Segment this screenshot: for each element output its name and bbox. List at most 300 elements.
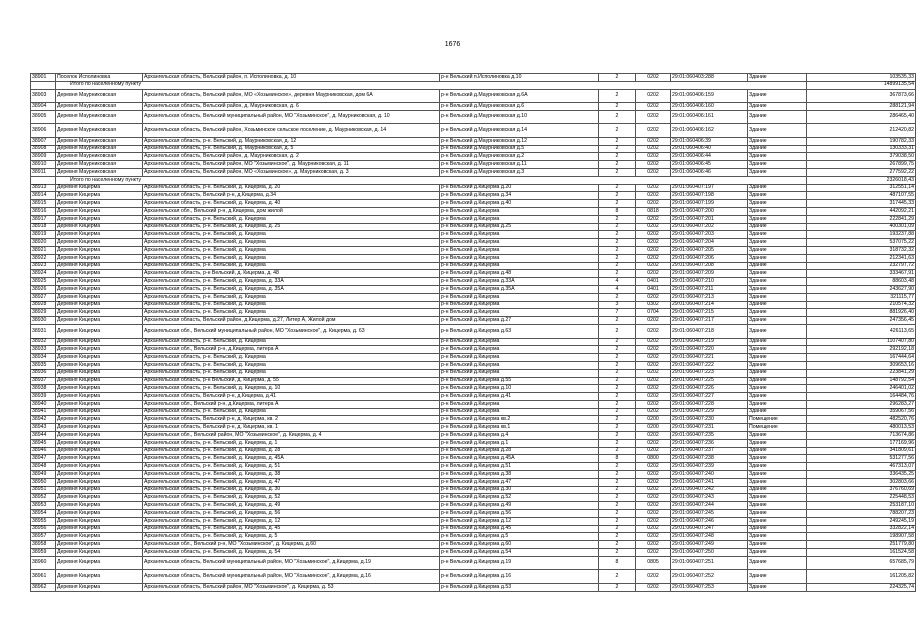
cell-type: Здание bbox=[748, 89, 807, 103]
cell-settlement: Деревня Кицерма bbox=[56, 286, 143, 294]
table-row bbox=[31, 325, 916, 339]
cell-cadastral: 29:01:060406:161 bbox=[671, 110, 748, 124]
cell-group: 2 bbox=[599, 570, 636, 584]
cell-group: 2 bbox=[599, 270, 636, 278]
cell-type: Здание bbox=[748, 408, 807, 416]
cell-short-address: р-н Вельский д.Кицерма bbox=[440, 338, 599, 346]
table-row bbox=[31, 301, 916, 309]
table-row bbox=[31, 463, 916, 471]
cell-value: 232797,72 bbox=[807, 262, 916, 270]
cell-value: 379038,50 bbox=[807, 153, 916, 161]
cell-id: 38952 bbox=[31, 494, 56, 502]
cell-value: 321115,77 bbox=[807, 293, 916, 301]
cell-address: Архангельская область, р-н. Вельский, д. Маурниковская, д. 12 bbox=[143, 137, 440, 145]
cell-cadastral: 29:01:060407:205 bbox=[671, 247, 748, 255]
cell-code: 0202 bbox=[636, 517, 671, 525]
cell-cadastral: 29:01:060407:214 bbox=[671, 301, 748, 309]
cell-type: Здание bbox=[748, 110, 807, 124]
cell-address: Архангельская область, Вельский муниципальный район, МО "Хозьминское", д.Кицерма, д.19 bbox=[143, 556, 440, 570]
cell-value: 193237,88 bbox=[807, 231, 916, 239]
cell-address: Архангельская область, р-н. Вельский, д. Кицерма, д. 51 bbox=[143, 463, 440, 471]
cell-group: 2 bbox=[599, 200, 636, 208]
cell-value: 1107407,80 bbox=[807, 338, 916, 346]
cell-settlement: Деревня Кицерма bbox=[56, 346, 143, 354]
cell-id: 38955 bbox=[31, 517, 56, 525]
cell-type: Здание bbox=[748, 74, 807, 82]
cell-id: 38937 bbox=[31, 377, 56, 385]
table-row bbox=[31, 494, 916, 502]
cell-type: Здание bbox=[748, 541, 807, 549]
cell-group: 2 bbox=[599, 432, 636, 440]
table-row bbox=[31, 161, 916, 169]
cell-id: 38918 bbox=[31, 223, 56, 231]
cell-short-address: р-н Вельский д.Кицерма bbox=[440, 208, 599, 216]
cell-address: Архангельская область, Вельский р-н, д.Кицерма, д.41 bbox=[143, 393, 440, 401]
cell-cadastral: 29:01:060407:253 bbox=[671, 583, 748, 591]
cell-value: 713674,86 bbox=[807, 432, 916, 440]
cell-group: 2 bbox=[599, 317, 636, 325]
cell-code: 0202 bbox=[636, 369, 671, 377]
subtotal-value: 14899135,54 bbox=[807, 81, 916, 89]
cell-short-address: р-н Вельский д.Кицерма д.25 bbox=[440, 223, 599, 231]
cell-type: Здание bbox=[748, 223, 807, 231]
cell-code: 0202 bbox=[636, 478, 671, 486]
cell-id: 38908 bbox=[31, 145, 56, 153]
cell-short-address: р-н Вельский д.Кицерма кв.2 bbox=[440, 416, 599, 424]
cell-group: 2 bbox=[599, 525, 636, 533]
cell-cadastral: 29:01:060407:208 bbox=[671, 262, 748, 270]
cell-value: 487107,55 bbox=[807, 192, 916, 200]
table-row bbox=[31, 223, 916, 231]
cell-short-address: р-н Вельский д.Кицерма д.45 bbox=[440, 525, 599, 533]
cell-short-address: р-н Вельский д.Кицерма bbox=[440, 369, 599, 377]
table-row bbox=[31, 408, 916, 416]
cell-type: Здание bbox=[748, 533, 807, 541]
cell-code: 0302 bbox=[636, 301, 671, 309]
cell-cadastral: 29:01:060407:225 bbox=[671, 377, 748, 385]
cell-id: 38943 bbox=[31, 424, 56, 432]
cell-short-address: р-н Вельский д.Кицерма bbox=[440, 254, 599, 262]
subtotal-label: Итого по населенному пункту bbox=[56, 81, 807, 89]
cell-value: 212420,82 bbox=[807, 124, 916, 138]
table-row bbox=[31, 145, 916, 153]
cell-value: 210574,32 bbox=[807, 301, 916, 309]
cell-group: 2 bbox=[599, 254, 636, 262]
cell-short-address: р-н Вельский д.Кицерма bbox=[440, 247, 599, 255]
table-row bbox=[31, 478, 916, 486]
cell-type: Здание bbox=[748, 556, 807, 570]
cell-address: Архангельская область, р-н Вельский, д. Кицерма, д. 48 bbox=[143, 270, 440, 278]
cell-code: 0202 bbox=[636, 346, 671, 354]
cell-code: 0202 bbox=[636, 110, 671, 124]
cell-id bbox=[31, 176, 56, 184]
cell-id: 38954 bbox=[31, 510, 56, 518]
cell-type: Здание bbox=[748, 247, 807, 255]
cell-value: 247356,45 bbox=[807, 317, 916, 325]
cell-code: 0202 bbox=[636, 293, 671, 301]
cell-short-address: р-н Вельский д.Маурниковская д.3 bbox=[440, 169, 599, 177]
cell-id: 38901 bbox=[31, 74, 56, 82]
cell-short-address: р-н Вельский д.Кицерма д.40 bbox=[440, 200, 599, 208]
cell-type: Здание bbox=[748, 549, 807, 557]
cell-code: 0202 bbox=[636, 447, 671, 455]
cell-cadastral: 29:01:060407:204 bbox=[671, 239, 748, 247]
cell-cadastral: 29:01:060407:248 bbox=[671, 533, 748, 541]
table-row bbox=[31, 583, 916, 591]
cell-address: Архангельская область, р-н. Вельский, д. Кицерма, д. 54 bbox=[143, 549, 440, 557]
cell-short-address: р-н Вельский д.Кицерма д.27 bbox=[440, 317, 599, 325]
table-row bbox=[31, 541, 916, 549]
cell-group: 2 bbox=[599, 361, 636, 369]
cell-address: Архангельская область, Вельский район, п. Исполиновка, д. 10 bbox=[143, 74, 440, 82]
cell-cadastral: 29:01:060407:238 bbox=[671, 455, 748, 463]
cell-id: 38913 bbox=[31, 184, 56, 192]
cell-short-address: р-н Вельский д.Кицерма bbox=[440, 262, 599, 270]
cell-cadastral: 29:01:060407:252 bbox=[671, 570, 748, 584]
cell-type: Здание bbox=[748, 145, 807, 153]
subtotal-row bbox=[31, 81, 916, 89]
cell-type: Здание bbox=[748, 184, 807, 192]
cell-id: 38935 bbox=[31, 361, 56, 369]
cell-settlement: Деревня Маурниковская bbox=[56, 89, 143, 103]
cell-group: 2 bbox=[599, 110, 636, 124]
cell-type: Здание bbox=[748, 570, 807, 584]
cell-id: 38919 bbox=[31, 231, 56, 239]
cell-code: 0202 bbox=[636, 200, 671, 208]
cell-group: 2 bbox=[599, 215, 636, 223]
cell-code: 0202 bbox=[636, 583, 671, 591]
cell-address: Архангельская область, р-н. Вельский, д. Кицерма, д. 35А bbox=[143, 286, 440, 294]
cell-short-address: р-н Вельский д.Кицерма д.55 bbox=[440, 377, 599, 385]
cell-address: Архангельская область, Вельский район, МО «Хозьминское», д. Маурниковская, д. 3 bbox=[143, 169, 440, 177]
table-row bbox=[31, 208, 916, 216]
cell-value: 148792,54 bbox=[807, 377, 916, 385]
cell-settlement: Деревня Кицерма bbox=[56, 455, 143, 463]
table-row bbox=[31, 393, 916, 401]
cell-type: Здание bbox=[748, 447, 807, 455]
cell-settlement: Деревня Кицерма bbox=[56, 494, 143, 502]
cell-settlement: Деревня Кицерма bbox=[56, 549, 143, 557]
cell-value: 442092,21 bbox=[807, 208, 916, 216]
cell-settlement: Деревня Кицерма bbox=[56, 192, 143, 200]
cell-code: 0202 bbox=[636, 223, 671, 231]
cell-id: 38940 bbox=[31, 400, 56, 408]
cell-type: Здание bbox=[748, 215, 807, 223]
cell-value: 537075,22 bbox=[807, 239, 916, 247]
cell-group: 2 bbox=[599, 471, 636, 479]
cell-short-address: р-н Вельский д.Кицерма д.28 bbox=[440, 447, 599, 455]
cell-short-address: р-н Вельский д.Кицерма д.54 bbox=[440, 549, 599, 557]
cell-type: Здание bbox=[748, 301, 807, 309]
cell-address: Архангельская область, р-н. Вельский, д. Кицерма bbox=[143, 361, 440, 369]
cell-address: Архангельская область, Вельский р-н, д. Кицерма, кв. 1 bbox=[143, 424, 440, 432]
cell-value: 277592,22 bbox=[807, 169, 916, 177]
table-row bbox=[31, 286, 916, 294]
cell-settlement: Деревня Кицерма bbox=[56, 541, 143, 549]
cell-address: Архангельская область, р-н. Вельский, д. Кицерма, д. 49 bbox=[143, 502, 440, 510]
cell-value: 482520,76 bbox=[807, 416, 916, 424]
cell-cadastral: 29:01:060406:162 bbox=[671, 124, 748, 138]
cell-short-address: р-н Вельский д.Кицерма д.10 bbox=[440, 385, 599, 393]
cell-cadastral: 29:01:060406:160 bbox=[671, 103, 748, 111]
cell-group: 2 bbox=[599, 103, 636, 111]
table-row bbox=[31, 385, 916, 393]
cell-group: 2 bbox=[599, 346, 636, 354]
cell-settlement: Деревня Кицерма bbox=[56, 247, 143, 255]
cell-settlement: Деревня Кицерма bbox=[56, 223, 143, 231]
cell-short-address: р-н Вельский п.Исполиновка д.10 bbox=[440, 74, 599, 82]
cell-short-address: р-н Вельский д.Кицерма д.49 bbox=[440, 502, 599, 510]
cell-short-address: р-н Вельский д.Кицерма bbox=[440, 400, 599, 408]
cell-value: 302803,66 bbox=[807, 478, 916, 486]
cell-cadastral: 29:01:060407:239 bbox=[671, 463, 748, 471]
cell-cadastral: 29:01:060406:159 bbox=[671, 89, 748, 103]
cell-id: 38950 bbox=[31, 478, 56, 486]
cell-address: Архангельская область, р-н. Вельский, д. Кицерма, д. 47 bbox=[143, 478, 440, 486]
cell-value: 103535,33 bbox=[807, 74, 916, 82]
table-row bbox=[31, 110, 916, 124]
cell-id: 38907 bbox=[31, 137, 56, 145]
cell-group: 2 bbox=[599, 385, 636, 393]
cell-value: 317445,33 bbox=[807, 200, 916, 208]
cell-code: 0202 bbox=[636, 463, 671, 471]
cell-id: 38949 bbox=[31, 471, 56, 479]
cell-type: Здание bbox=[748, 400, 807, 408]
cell-short-address: р-н Вельский д.Кицерма д.41 bbox=[440, 393, 599, 401]
cell-address: Архангельская область, р-н. Вельский, д. Кицерма bbox=[143, 354, 440, 362]
cell-value: 657685,79 bbox=[807, 556, 916, 570]
cell-code: 0202 bbox=[636, 137, 671, 145]
cell-type: Здание bbox=[748, 338, 807, 346]
cell-code: 0202 bbox=[636, 169, 671, 177]
cell-value: 190782,33 bbox=[807, 137, 916, 145]
cell-id: 38959 bbox=[31, 549, 56, 557]
cell-id: 38924 bbox=[31, 270, 56, 278]
cell-short-address: р-н Вельский д.Кицерма bbox=[440, 408, 599, 416]
cell-id: 38909 bbox=[31, 153, 56, 161]
cell-group: 2 bbox=[599, 408, 636, 416]
cell-address: Архангельская область, Вельский р-н, д.Кицерма, д.34 bbox=[143, 192, 440, 200]
cell-code: 0202 bbox=[636, 408, 671, 416]
cell-address: Архангельская область, р-н. Вельский, д. Кицерма, д. 10 bbox=[143, 385, 440, 393]
cell-group: 4 bbox=[599, 278, 636, 286]
cell-group: 2 bbox=[599, 231, 636, 239]
cell-address: Архангельская область, р-н. Вельский, д. Кицерма bbox=[143, 408, 440, 416]
cell-id: 38932 bbox=[31, 338, 56, 346]
cell-group: 2 bbox=[599, 400, 636, 408]
cell-address: Архангельская обл., Вельский р-н, МО "Хозьминское", д. Кицерма, д.60 bbox=[143, 541, 440, 549]
cell-cadastral: 29:01:060407:223 bbox=[671, 369, 748, 377]
cell-code: 0202 bbox=[636, 502, 671, 510]
cell-group: 2 bbox=[599, 369, 636, 377]
cell-cadastral: 29:01:060407:217 bbox=[671, 317, 748, 325]
cell-id: 38938 bbox=[31, 385, 56, 393]
cell-address: Архангельская область, Вельский район, Хозьминское сельское поселение, д. Маурниковская, д. 14 bbox=[143, 124, 440, 138]
cell-cadastral: 29:01:060407:202 bbox=[671, 223, 748, 231]
cell-value: 318732,32 bbox=[807, 247, 916, 255]
cell-code: 0202 bbox=[636, 510, 671, 518]
table-row bbox=[31, 103, 916, 111]
cell-id: 38904 bbox=[31, 103, 56, 111]
cell-value: 212341,63 bbox=[807, 254, 916, 262]
cell-address: Архангельская область, р-н. Вельский, д. Кицерма bbox=[143, 301, 440, 309]
table-row bbox=[31, 533, 916, 541]
cell-cadastral: 29:01:060407:220 bbox=[671, 346, 748, 354]
cell-group: 2 bbox=[599, 354, 636, 362]
cell-code: 0202 bbox=[636, 124, 671, 138]
cell-short-address: р-н Вельский д.Кицерма д.47 bbox=[440, 478, 599, 486]
cell-code: 0202 bbox=[636, 161, 671, 169]
cell-settlement: Деревня Кицерма bbox=[56, 471, 143, 479]
cell-short-address: р-н Вельский д.Кицерма д.48 bbox=[440, 270, 599, 278]
cell-cadastral: 29:01:060407:227 bbox=[671, 393, 748, 401]
cell-value: 243627,90 bbox=[807, 286, 916, 294]
cell-address: Архангельская область, р-н. Вельский, д. Кицерма bbox=[143, 293, 440, 301]
cell-type: Здание bbox=[748, 169, 807, 177]
cell-code: 0704 bbox=[636, 309, 671, 317]
cell-group: 2 bbox=[599, 533, 636, 541]
table-row bbox=[31, 549, 916, 557]
cell-short-address: р-н Вельский д.Кицерма bbox=[440, 309, 599, 317]
page-number: 1676 bbox=[444, 41, 461, 48]
cell-address: Архангельская обл., Вельский р-н, д.Кицерма, дом жилой bbox=[143, 208, 440, 216]
cell-id: 38951 bbox=[31, 486, 56, 494]
table-row bbox=[31, 369, 916, 377]
cell-settlement: Деревня Кицерма bbox=[56, 570, 143, 584]
cell-cadastral: 29:01:060407:219 bbox=[671, 338, 748, 346]
cell-value: 480013,53 bbox=[807, 424, 916, 432]
cell-type: Здание bbox=[748, 439, 807, 447]
cell-id: 38942 bbox=[31, 416, 56, 424]
cell-settlement: Деревня Кицерма bbox=[56, 510, 143, 518]
cell-address: Архангельская область, Вельский район, МО "Хозьминское", д. Маурниковская, д. 11 bbox=[143, 161, 440, 169]
cell-settlement: Деревня Кицерма bbox=[56, 184, 143, 192]
cell-settlement: Деревня Кицерма bbox=[56, 525, 143, 533]
cell-address: Архангельская область, р-н. Вельский, д. Кицерма, д. 40 bbox=[143, 200, 440, 208]
cell-id: 38961 bbox=[31, 570, 56, 584]
cell-cadastral: 29:01:060407:230 bbox=[671, 416, 748, 424]
cell-address: Архангельская область, Вельский р-н, д. Кицерма, кв. 2 bbox=[143, 416, 440, 424]
cell-address: Архангельская область, р-н. Вельский, д. Кицерма, д. 28 bbox=[143, 447, 440, 455]
cell-address: Архангельская область, Вельский район, МО "Хозьминское", д. Кицерма, д. 53 bbox=[143, 583, 440, 591]
cell-group: 2 bbox=[599, 293, 636, 301]
cell-address: Архангельская область, р-н. Вельский, д. Кицерма bbox=[143, 239, 440, 247]
cell-value: 130333,31 bbox=[807, 145, 916, 153]
cell-settlement: Деревня Кицерма bbox=[56, 208, 143, 216]
cell-cadastral: 29:01:060407:250 bbox=[671, 549, 748, 557]
subtotal-label: Итого по населенному пункту bbox=[56, 176, 807, 184]
cell-group: 2 bbox=[599, 161, 636, 169]
cell-short-address: р-н Вельский д.Кицерма кв.1 bbox=[440, 424, 599, 432]
table-row bbox=[31, 432, 916, 440]
cell-code: 0202 bbox=[636, 400, 671, 408]
cell-code: 0202 bbox=[636, 525, 671, 533]
cell-cadastral: 29:01:060407:242 bbox=[671, 486, 748, 494]
cell-id: 38934 bbox=[31, 354, 56, 362]
cell-short-address: р-н Вельский д.Кицерма д.45А bbox=[440, 455, 599, 463]
cell-type: Здание bbox=[748, 317, 807, 325]
cell-code: 0202 bbox=[636, 393, 671, 401]
table-row bbox=[31, 124, 916, 138]
cell-code: 0202 bbox=[636, 184, 671, 192]
table-row bbox=[31, 293, 916, 301]
cell-cadastral: 29:01:060407:198 bbox=[671, 192, 748, 200]
cell-settlement: Деревня Кицерма bbox=[56, 361, 143, 369]
cell-code: 0200 bbox=[636, 416, 671, 424]
cell-code: 0202 bbox=[636, 377, 671, 385]
cell-code: 0202 bbox=[636, 239, 671, 247]
cell-cadastral: 29:01:060407:226 bbox=[671, 385, 748, 393]
cell-id: 38960 bbox=[31, 556, 56, 570]
table-row bbox=[31, 215, 916, 223]
cell-address: Архангельская область, р-н. Вельский, д. Кицерма, д. 30 bbox=[143, 486, 440, 494]
cell-code: 0401 bbox=[636, 286, 671, 294]
cell-address: Архангельская область, р-н. Вельский, д. Кицерма bbox=[143, 231, 440, 239]
cell-short-address: р-н Вельский д.Кицерма д.12 bbox=[440, 517, 599, 525]
cell-type: Здание bbox=[748, 293, 807, 301]
cell-short-address: р-н Вельский д.Маурниковская д.6А bbox=[440, 89, 599, 103]
cell-address: Архангельская область, р-н. Вельский, д. Кицерма, д. 25 bbox=[143, 223, 440, 231]
cell-cadastral: 29:01:060407:229 bbox=[671, 408, 748, 416]
cell-address: Архангельская область, Вельский муниципальный район, МО "Хозьминское", д.Кицерма, д.16 bbox=[143, 570, 440, 584]
cell-code: 0202 bbox=[636, 215, 671, 223]
cell-cadastral: 29:01:060407:201 bbox=[671, 215, 748, 223]
cell-settlement: Деревня Кицерма bbox=[56, 254, 143, 262]
table-row bbox=[31, 270, 916, 278]
cell-short-address: р-н Вельский д.Кицерма д.4 bbox=[440, 432, 599, 440]
cell-short-address: р-н Вельский д.Кицерма д.53 bbox=[440, 583, 599, 591]
cell-short-address: р-н Вельский д.Кицерма д.52 bbox=[440, 494, 599, 502]
cell-code: 0202 bbox=[636, 439, 671, 447]
cell-code: 0202 bbox=[636, 361, 671, 369]
cell-value: 225448,53 bbox=[807, 494, 916, 502]
cell-group: 2 bbox=[599, 486, 636, 494]
cell-code: 0202 bbox=[636, 494, 671, 502]
cell-cadastral: 29:01:060407:221 bbox=[671, 354, 748, 362]
cell-address: Архангельская область, Вельский район, д. Маурниковская, д. 6 bbox=[143, 103, 440, 111]
cell-settlement: Деревня Кицерма bbox=[56, 502, 143, 510]
cell-id: 38941 bbox=[31, 408, 56, 416]
cell-code: 0805 bbox=[636, 556, 671, 570]
cell-cadastral: 29:01:060407:200 bbox=[671, 208, 748, 216]
cell-id: 38947 bbox=[31, 455, 56, 463]
cell-id: 38953 bbox=[31, 502, 56, 510]
cell-type: Здание bbox=[748, 354, 807, 362]
cell-value: 267899,75 bbox=[807, 161, 916, 169]
table-row bbox=[31, 354, 916, 362]
cell-address: Архангельская обл., Вельский район, МО "Хозьминское", д. Кицерма, д. 4 bbox=[143, 432, 440, 440]
cell-cadastral: 29:01:060407:241 bbox=[671, 478, 748, 486]
cell-id: 38910 bbox=[31, 161, 56, 169]
cell-settlement: Деревня Кицерма bbox=[56, 369, 143, 377]
cell-address: Архангельская область, р-н. Вельский, д. Маурниковская, д. 5 bbox=[143, 145, 440, 153]
table-row bbox=[31, 447, 916, 455]
cell-type: Здание bbox=[748, 385, 807, 393]
cell-address: Архангельская область, р-н. Вельский, д. Кицерма, д. 38 bbox=[143, 471, 440, 479]
cell-short-address: р-н Вельский д.Кицерма д.5 bbox=[440, 533, 599, 541]
cell-type: Здание bbox=[748, 432, 807, 440]
cell-code: 0202 bbox=[636, 325, 671, 339]
cell-short-address: р-н Вельский д.Кицерма д.16 bbox=[440, 570, 599, 584]
cell-id: 38958 bbox=[31, 541, 56, 549]
cell-type: Здание bbox=[748, 369, 807, 377]
cell-id: 38923 bbox=[31, 262, 56, 270]
cell-settlement: Деревня Маурниковская bbox=[56, 110, 143, 124]
cell-code: 0202 bbox=[636, 262, 671, 270]
cell-short-address: р-н Вельский д.Маурниковская д.2 bbox=[440, 153, 599, 161]
cell-group: 2 bbox=[599, 549, 636, 557]
cell-value: 251779,80 bbox=[807, 541, 916, 549]
